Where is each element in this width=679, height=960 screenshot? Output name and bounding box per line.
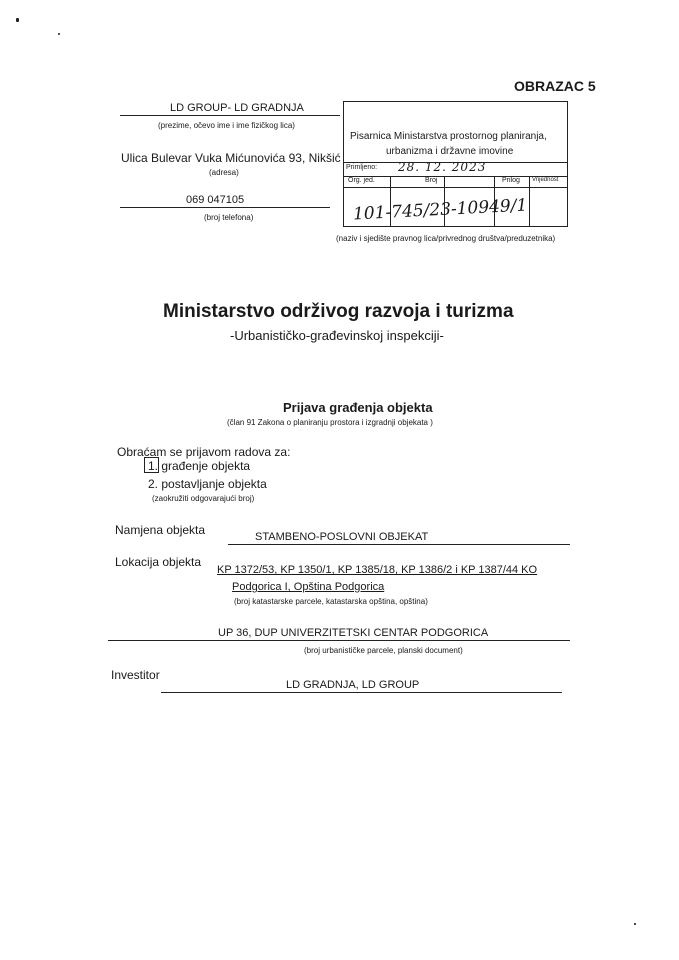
ministry-title: Ministarstvo održivog razvoja i turizma	[163, 301, 514, 322]
stamp-line-2: urbanizma i državne imovine	[386, 146, 514, 157]
scan-speck	[634, 923, 636, 925]
location-value-line-2: Podgorica I, Opština Podgorica	[232, 581, 385, 593]
stamp-col-org: Org. jed.	[348, 177, 375, 184]
applicant-phone: 069 047105	[186, 194, 245, 206]
scan-speck	[58, 33, 60, 35]
ministry-subtitle: -Urbanističko-građevinskoj inspekciji-	[230, 328, 444, 343]
purpose-value: STAMBENO-POSLOVNI OBJEKAT	[255, 531, 429, 543]
investor-underline	[161, 692, 562, 693]
investor-value: LD GRADNJA, LD GROUP	[286, 679, 420, 691]
request-option-caption: (zaokružiti odgovarajući broj)	[152, 494, 255, 503]
purpose-label: Namjena objekta	[115, 523, 206, 537]
location-label: Lokacija objekta	[115, 555, 202, 569]
applicant-address: Ulica Bulevar Vuka Mićunovića 93, Nikšić	[121, 151, 341, 165]
applicant-phone-caption: (broj telefona)	[204, 213, 254, 222]
form-code: OBRAZAC 5	[514, 78, 596, 94]
stamp-col-number: Broj	[425, 177, 438, 184]
purpose-underline	[228, 544, 570, 545]
request-option-1: 1. građenje objekta	[148, 459, 251, 473]
applicant-name: LD GROUP- LD GRADNJA	[170, 102, 304, 114]
report-title: Prijava građenja objekta	[283, 400, 433, 415]
phone-underline	[120, 207, 330, 208]
applicant-name-caption: (prezime, očevo ime i ime fizičkog lica)	[158, 121, 295, 130]
stamp-col-attachment: Prilog	[502, 177, 520, 184]
plot-caption: (broj urbanističke parcele, planski document)	[304, 646, 463, 655]
location-caption: (broj katastarske parcele, katastarska opština, opština)	[234, 597, 428, 606]
report-reference: (član 91 Zakona o planiranju prostora i izgradnji objekata )	[227, 418, 433, 427]
investor-label: Investitor	[111, 668, 160, 682]
scan-speck	[16, 18, 19, 22]
location-value-line-1: KP 1372/53, KP 1350/1, KP 1385/18, KP 1386/2 i KP 1387/44 KO	[217, 564, 538, 576]
stamp-handwritten-number: 101-745/23-10949/1	[352, 195, 528, 225]
name-underline	[120, 115, 340, 116]
request-intro: Obraćam se prijavom radova za:	[117, 445, 291, 459]
plot-underline	[108, 640, 570, 641]
applicant-address-caption: (adresa)	[209, 168, 239, 177]
plot-value: UP 36, DUP UNIVERZITETSKI CENTAR PODGORICA	[218, 627, 489, 639]
request-option-2: 2. postavljanje objekta	[148, 477, 267, 491]
stamp-received-label: Primljeno:	[346, 164, 378, 171]
stamp-col-value: Vrijednost	[532, 177, 559, 183]
stamp-received-date: 28. 12. 2023	[398, 160, 487, 174]
legal-entity-caption: (naziv i sjedište pravnog lica/privrednog društva/preduzetnika)	[336, 234, 556, 243]
stamp-line-1: Pisarnica Ministarstva prostornog planiranja,	[350, 131, 547, 142]
